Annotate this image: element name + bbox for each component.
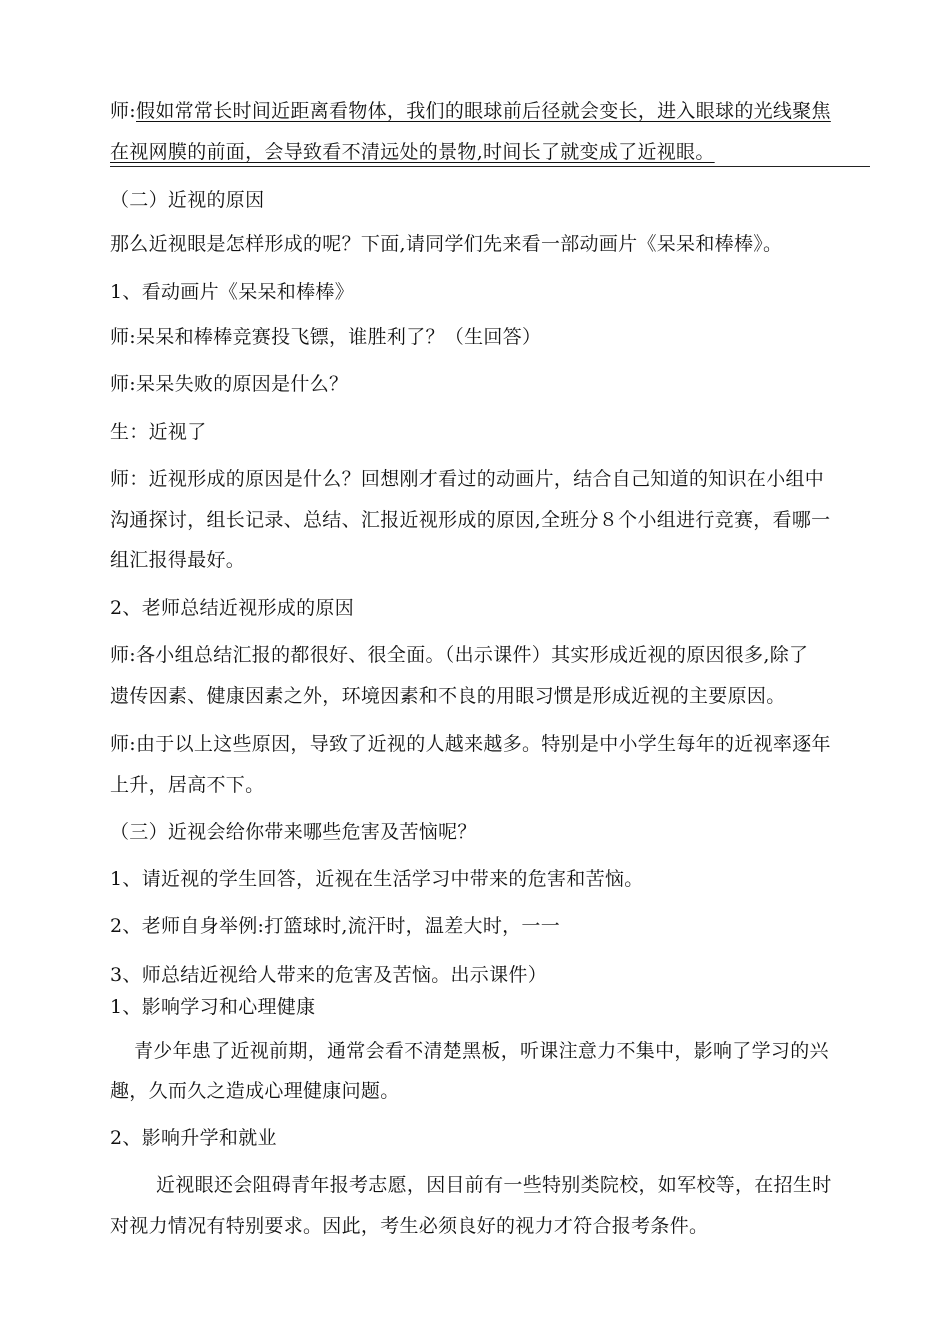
paragraph-line: 上升，居高不下。 (110, 774, 265, 796)
dialogue-line: 生：近视了 (110, 421, 207, 443)
section-title: （二）近视的原因 (110, 189, 265, 211)
paragraph-line: 趣，久而久之造成心理健康问题。 (110, 1080, 400, 1102)
paragraph-line: 对视力情况有特别要求。因此，考生必须良好的视力才符合报考条件。 (110, 1215, 709, 1237)
paragraph-line: 遗传因素、健康因素之外，环境因素和不良的用眼习惯是形成近视的主要原因。 (110, 685, 786, 707)
underlined-text: 在视网膜的前面，会导致看不清远处的景物,时间长了就变成了近视眼。 (110, 141, 715, 163)
paragraph-line: 组汇报得最好。 (110, 549, 246, 571)
paragraph-line (110, 138, 870, 166)
section-title: （三）近视会给你带来哪些危害及苦恼呢？ (110, 821, 477, 843)
paragraph-line: 沟通探讨，组长记录、总结、汇报近视形成的原因,全班分８个小组进行竞赛，看哪一 (110, 509, 831, 531)
paragraph-line: 那么近视眼是怎样形成的呢？下面,请同学们先来看一部动画片《呆呆和棒棒》。 (110, 233, 783, 255)
horizontal-rule (110, 166, 870, 167)
paragraph-line: 近视眼还会阻碍青年报考志愿，因目前有一些特别类院校，如军校等，在招生时 (156, 1174, 832, 1196)
underlined-text: 假如常常长时间近距离看物体，我们的眼球前后径就会变长，进入眼球的光线聚焦 (136, 100, 831, 122)
paragraph-line: 师:各小组总结汇报的都很好、很全面。（出示课件）其实形成近视的原因很多,除了 (110, 644, 809, 666)
list-item: 2、老师自身举例:打篮球时,流汗时，温差大时，一一 (110, 915, 561, 937)
paragraph-line (110, 97, 870, 125)
list-item: 2、影响升学和就业 (110, 1127, 277, 1149)
list-item: 2、老师总结近视形成的原因 (110, 597, 354, 619)
list-item: 1、请近视的学生回答，近视在生活学习中带来的危害和苦恼。 (110, 868, 644, 890)
list-item: 1、看动画片《呆呆和棒棒》 (110, 281, 354, 303)
paragraph-line: 青少年患了近视前期，通常会看不清楚黑板，听课注意力不集中，影响了学习的兴 (134, 1040, 829, 1062)
dialogue-line: 师:呆呆和棒棒竞赛投飞镖，谁胜利了？（生回答） (110, 326, 542, 348)
list-item: 1、影响学习和心理健康 (110, 996, 316, 1018)
paragraph-line: 师:由于以上这些原因，导致了近视的人越来越多。特别是中小学生每年的近视率逐年 (110, 733, 831, 755)
list-item: 3、师总结近视给人带来的危害及苦恼。出示课件） (110, 964, 547, 986)
speaker-prefix: 师: (110, 100, 137, 122)
paragraph-line: 师：近视形成的原因是什么？回想刚才看过的动画片，结合自己知道的知识在小组中 (110, 468, 825, 490)
dialogue-line: 师:呆呆失败的原因是什么？ (110, 373, 349, 395)
